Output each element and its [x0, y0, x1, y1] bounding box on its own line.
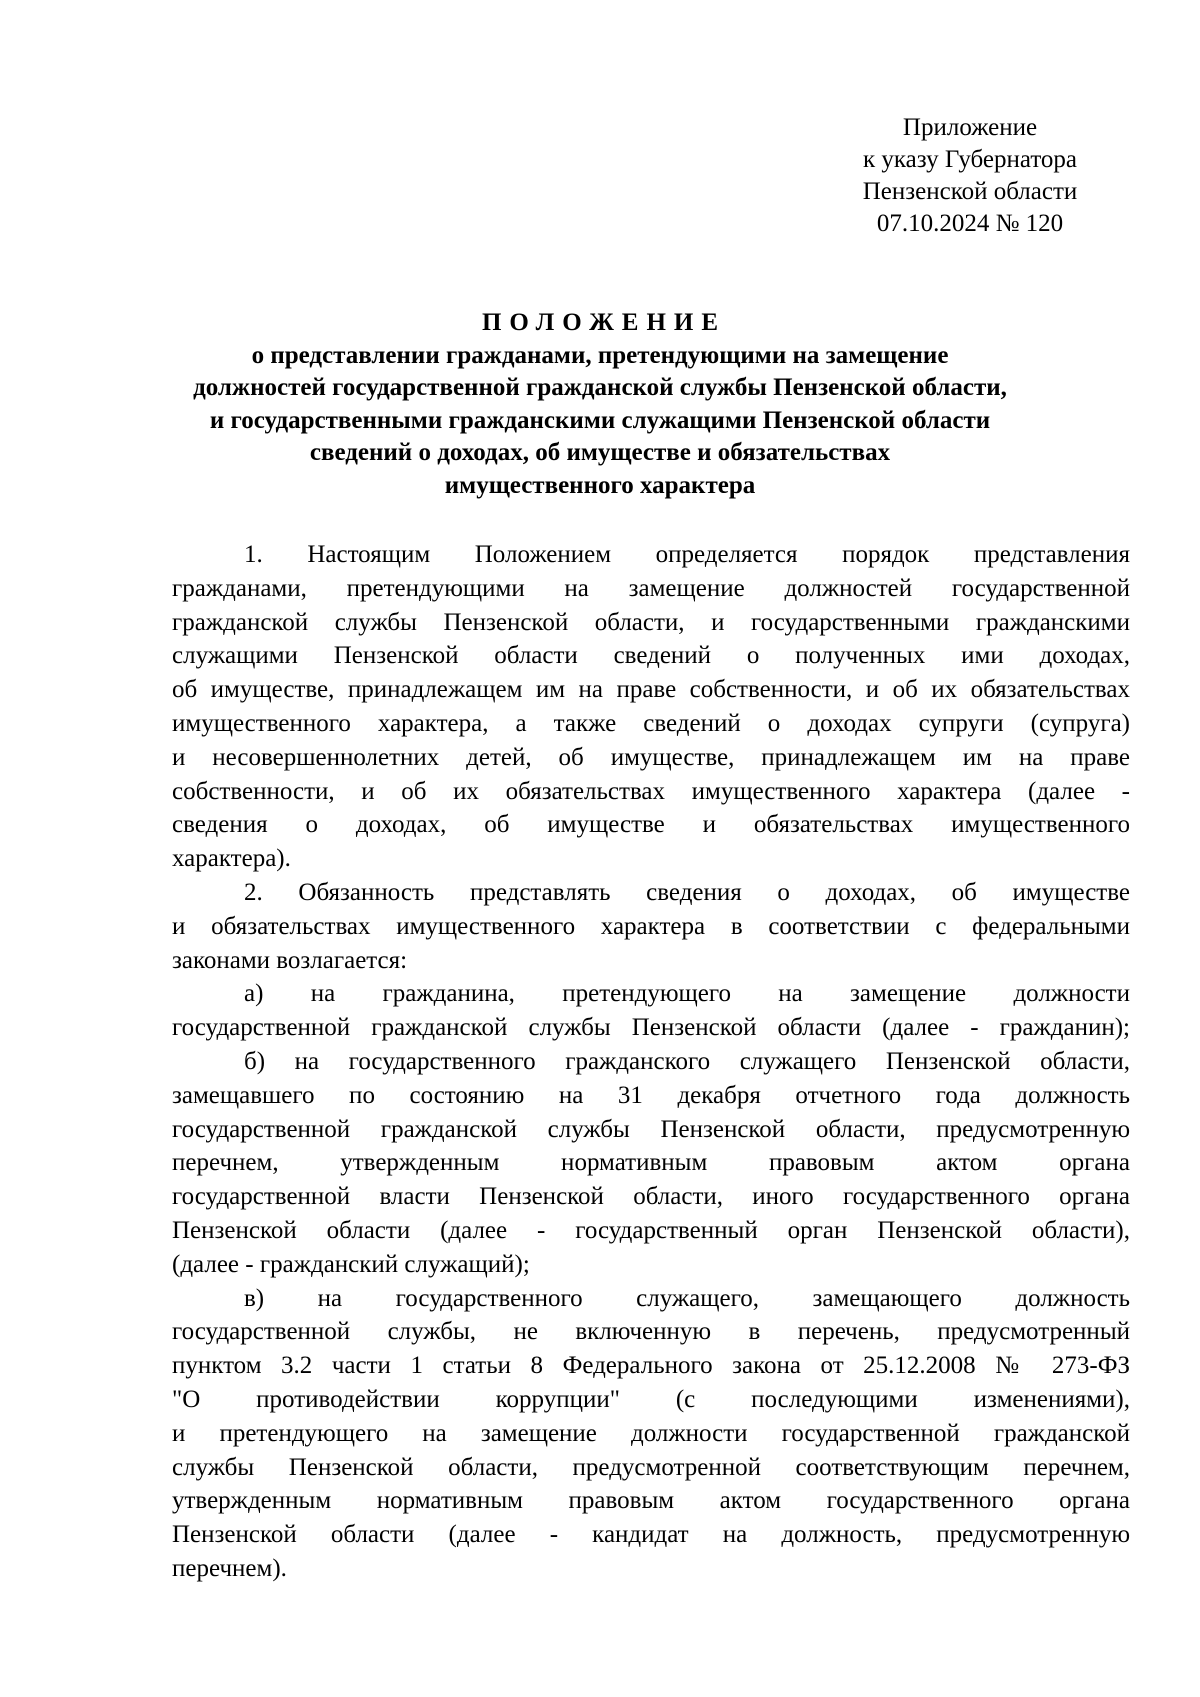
body-line: в) на государственного служащего, замещающего должность: [244, 1284, 1130, 1312]
body-line: Пензенской области (далее - кандидат на должность, предусмотренную: [172, 1521, 1130, 1549]
body-line: сведения о доходах, об имуществе и обязательствах имущественного: [172, 811, 1130, 839]
body-line: законами возлагается:: [172, 946, 408, 974]
title-subtitle-line: должностей государственной гражданской службы Пензенской области,: [193, 374, 1007, 402]
body-line: а) на гражданина, претендующего на замещение должности: [244, 980, 1130, 1008]
body-line: (далее - гражданский служащий);: [172, 1250, 530, 1278]
body-line: утвержденным нормативным правовым актом государственного органа: [172, 1487, 1130, 1515]
body-line: и претендующего на замещение должности государственной гражданской: [172, 1419, 1130, 1447]
body-line: "О противодействии коррупции" (с последующими изменениями),: [172, 1385, 1130, 1413]
title-subtitle-line: сведений о доходах, об имуществе и обязательствах: [309, 439, 891, 467]
body-line: государственной гражданской службы Пензенской области, предусмотренную: [172, 1115, 1130, 1143]
appendix-date-number: 07.10.2024 № 120: [876, 210, 1064, 237]
appendix-line: к указу Губернатора: [862, 146, 1078, 173]
title-subtitle-line: и государственными гражданскими служащими Пензенской области: [209, 406, 991, 434]
body-line: и обязательствах имущественного характера в соответствии с федеральными: [172, 912, 1130, 940]
body-line: гражданами, претендующими на замещение должностей государственной: [172, 574, 1130, 602]
body-line: имущественного характера, а также сведений о доходах супруги (супруга): [172, 709, 1130, 737]
body-line: Пензенской области (далее - государственный орган Пензенской области),: [172, 1216, 1130, 1244]
appendix-line: Приложение: [902, 114, 1038, 141]
body-line: об имуществе, принадлежащем им на праве собственности, и об их обязательствах: [172, 676, 1130, 704]
body-line: гражданской службы Пензенской области, и государственными гражданскими: [172, 608, 1130, 636]
body-line: государственной власти Пензенской области, иного государственного органа: [172, 1183, 1130, 1211]
title-subtitle-line: имущественного характера: [444, 471, 756, 499]
body-line: перечнем).: [172, 1554, 287, 1582]
body-line: б) на государственного гражданского служащего Пензенской области,: [244, 1047, 1130, 1075]
appendix-header: [840, 112, 1100, 240]
document-body: [172, 538, 1130, 1586]
title-main: ПОЛОЖЕНИЕ: [481, 309, 727, 336]
title-subtitle-line: о представлении гражданами, претендующими на замещение: [251, 341, 949, 369]
body-line: пунктом 3.2 части 1 статьи 8 Федерального закона от 25.12.2008 № 273-ФЗ: [172, 1352, 1130, 1380]
body-line: замещавшего по состоянию на 31 декабря отчетного года должность: [172, 1081, 1130, 1109]
body-line: 2. Обязанность представлять сведения о доходах, об имуществе: [244, 878, 1130, 906]
body-line: службы Пензенской области, предусмотренной соответствующим перечнем,: [172, 1453, 1130, 1481]
document-title: [150, 307, 1050, 503]
appendix-line: Пензенской области: [862, 178, 1078, 205]
body-line: государственной службы, не включенную в перечень, предусмотренный: [172, 1318, 1130, 1346]
body-line: 1. Настоящим Положением определяется порядок представления: [244, 541, 1130, 568]
body-line: служащими Пензенской области сведений о полученных ими доходах,: [172, 642, 1130, 670]
body-line: перечнем, утвержденным нормативным правовым актом органа: [172, 1149, 1130, 1177]
body-line: государственной гражданской службы Пензенской области (далее - гражданин);: [172, 1014, 1130, 1042]
body-line: собственности, и об их обязательствах имущественного характера (далее -: [172, 777, 1130, 805]
body-line: характера).: [172, 845, 291, 873]
body-line: и несовершеннолетних детей, об имуществе, принадлежащем им на праве: [172, 743, 1130, 771]
